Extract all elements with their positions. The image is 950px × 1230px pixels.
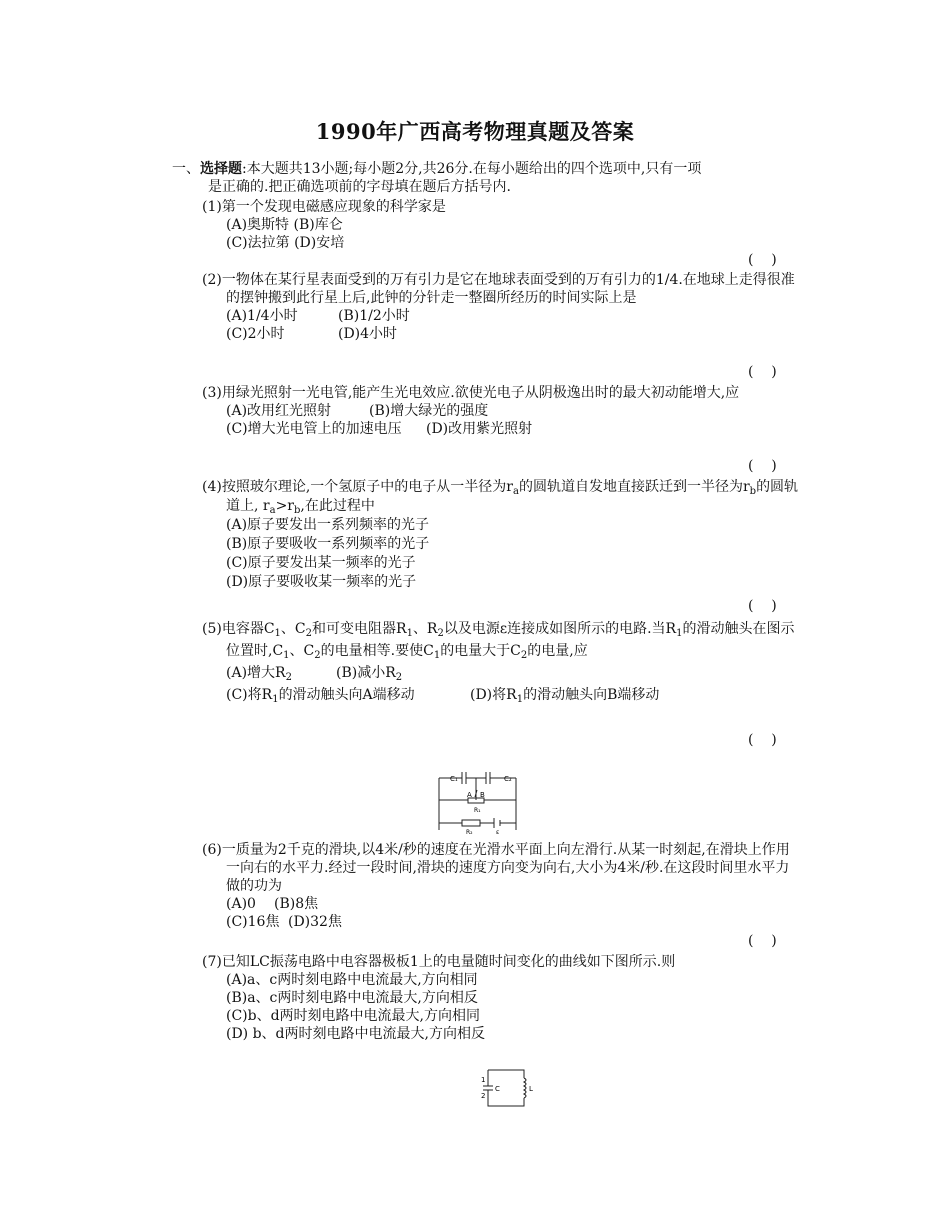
question-3-options-cd: [202, 420, 802, 438]
section-number: 一、: [172, 161, 200, 177]
option-a: (A)改用红光照射: [226, 403, 332, 419]
option-d: (D)32焦: [288, 914, 342, 930]
option-c: (C)2小时: [226, 326, 285, 342]
inductor-coil: [524, 1078, 526, 1098]
section-desc-2: 是正确的.把正确选项前的字母填在题后方括号内.: [208, 179, 511, 195]
capacitor-c2-plates: [486, 772, 490, 784]
option-a: (A)1/4小时: [226, 308, 298, 324]
answer-bracket-5[interactable]: ( ): [748, 732, 777, 748]
option-a: (A)奥斯特: [226, 217, 290, 233]
label-c: C: [495, 1085, 500, 1093]
label-plate-1: 1: [481, 1076, 486, 1084]
question-6-options-cd: [202, 913, 802, 931]
option-d: (D)将$R_1$的滑动触头向B端移动: [470, 687, 660, 705]
option-a: (A)0: [226, 896, 256, 912]
option-b: (B)1/2小时: [338, 308, 410, 324]
option-b: (B)原子要吸收一系列频率的光子: [226, 536, 430, 552]
option-a: (A)原子要发出一系列频率的光子: [226, 517, 430, 533]
question-7-stem: (7)已知LC振荡电路中电容器极板1上的电量随时间变化的曲线如下图所示.则: [202, 954, 676, 970]
question-5-stem: (5)电容器$C_1$、$C_2$和可变电阻器$R_1$、$R_2$以及电源ε连接成如图所示的电路.当$R_1$的滑动触头在图示位置时$,C_1$、$C_2$的电量相等.要使$C_1$的电量大于$C_2$的电量,应: [202, 621, 795, 661]
label-c2: C₂: [504, 775, 512, 783]
question-1-options-ab: [202, 216, 802, 234]
answer-bracket-4[interactable]: ( ): [748, 598, 777, 614]
capacitor-c1-plates: [462, 772, 466, 784]
question-5: [202, 618, 802, 706]
option-a: (A)a、c两时刻电路中电流最大,方向相同: [226, 972, 478, 988]
question-3-options-ab: [202, 402, 802, 420]
option-c: (C)增大光电管上的加速电压: [226, 421, 402, 437]
answer-bracket-2[interactable]: ( ): [748, 364, 777, 380]
question-3-stem: (3)用绿光照射一光电管,能产生光电效应.欲使光电子从阴极逸出时的最大初动能增大,应: [202, 385, 740, 401]
answer-bracket-3[interactable]: ( ): [748, 458, 777, 474]
question-6-stem: (6)一质量为2千克的滑块,以4米/秒的速度在光滑水平面上向左滑行.从某一时刻起,在滑块上作用一向右的水平力.经过一段时间,滑块的速度方向变为向右,大小为4米/秒.在这段时间里水平力做的功为: [202, 842, 790, 894]
side-wires: [439, 778, 516, 830]
answer-bracket-6[interactable]: ( ): [748, 933, 777, 949]
question-2: [202, 271, 802, 343]
label-b: B: [480, 791, 485, 799]
question-1-stem: (1)第一个发现电磁感应现象的科学家是: [202, 199, 446, 215]
option-d: (D)原子要吸收某一频率的光子: [226, 574, 417, 590]
label-r2: R₂: [466, 829, 473, 836]
option-b: (B)库仑: [293, 217, 343, 233]
label-a: A: [467, 791, 472, 799]
option-d: (D)安培: [294, 235, 345, 251]
section-intro: [172, 160, 802, 196]
label-plate-2: 2: [481, 1092, 486, 1100]
option-a: (A)增大$R_2$: [226, 665, 292, 683]
question-5-options-cd: [202, 684, 802, 706]
option-b: (B)a、c两时刻电路中电流最大,方向相反: [226, 990, 478, 1006]
q5-circuit-diagram: [434, 768, 520, 836]
label-c1: C₁: [450, 775, 458, 783]
option-c: (C)b、d两时刻电路中电流最大,方向相同: [226, 1008, 481, 1024]
question-2-stem: (2)一物体在某行星表面受到的万有引力是它在地球表面受到的万有引力的1/4.在地球上走得很准的摆钟搬到此行星上后,此钟的分针走一整圈所经历的时间实际上是: [202, 272, 795, 306]
question-4-stem: (4)按照玻尔理论,一个氢原子中的电子从一半径为$r_a$的圆轨道自发地直接跃迁到一半径为$r_b$的圆轨道上, $r_a>r_b$,在此过程中: [202, 479, 799, 516]
option-c: (C)将$R_1$的滑动触头向A端移动: [226, 687, 415, 705]
question-7: [202, 953, 802, 1043]
question-3: [202, 384, 802, 438]
answer-bracket-1[interactable]: ( ): [748, 252, 777, 268]
option-c: (C)16焦: [226, 914, 280, 930]
option-b: (B)减小$R_2$: [336, 665, 403, 683]
label-r1: R₁: [474, 807, 481, 814]
question-1-options-cd: [202, 234, 802, 252]
option-b: (B)增大绿光的强度: [369, 403, 489, 419]
question-6: [202, 841, 802, 931]
label-l: L: [529, 1085, 533, 1093]
question-2-options-ab: [202, 307, 802, 325]
section-heading: 选择题: [200, 161, 242, 177]
option-d: (D)4小时: [338, 326, 398, 342]
page-title: 1990年广西高考物理真题及答案: [315, 119, 635, 144]
question-1: [202, 198, 802, 252]
battery-emf: [494, 818, 500, 828]
question-6-options-ab: [202, 895, 802, 913]
question-4: [202, 478, 802, 592]
q7-lc-circuit-diagram: [478, 1066, 538, 1110]
section-desc-1: :本大题共13小题;每小题2分,共26分.在每小题给出的四个选项中,只有一项: [242, 161, 702, 177]
option-b: (B)8焦: [274, 896, 319, 912]
option-d: (D)改用紫光照射: [426, 421, 533, 437]
label-emf: ε: [496, 829, 500, 836]
resistor-r2: [462, 820, 480, 826]
capacitor-plates: [483, 1086, 493, 1090]
option-c: (C)原子要发出某一频率的光子: [226, 555, 416, 571]
question-5-options-ab: [202, 662, 802, 684]
question-2-options-cd: [202, 325, 802, 343]
option-c: (C)法拉第: [226, 235, 290, 251]
option-d: (D) b、d两时刻电路中电流最大,方向相反: [226, 1026, 485, 1042]
lc-loop-wire: [488, 1070, 524, 1106]
